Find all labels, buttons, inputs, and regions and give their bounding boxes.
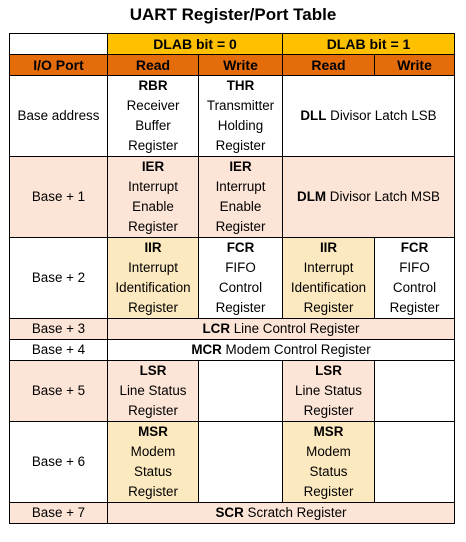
table-row-base5 xyxy=(10,361,455,422)
table-row-base3 xyxy=(10,319,455,340)
header-dlab0: DLAB bit = 0 xyxy=(108,34,283,55)
ier-write-cell: IER Interrupt Enable Register xyxy=(199,157,283,238)
scr-cell: SCR Scratch Register xyxy=(108,503,455,524)
uart-register-table xyxy=(9,33,455,524)
header-write-dlab1: Write xyxy=(375,55,455,76)
header-io-port: I/O Port xyxy=(10,55,108,76)
header-corner xyxy=(10,34,108,55)
mcr-cell: MCR Modem Control Register xyxy=(108,340,455,361)
table-row-base xyxy=(10,76,455,157)
table-row-base7 xyxy=(10,503,455,524)
port-label: Base + 5 xyxy=(10,361,108,422)
lsr-dlab1-cell: LSR Line Status Register xyxy=(283,361,375,422)
table-row-base1 xyxy=(10,157,455,238)
header-read-dlab1: Read xyxy=(283,55,375,76)
ier-read-cell: IER Interrupt Enable Register xyxy=(108,157,199,238)
port-label: Base + 4 xyxy=(10,340,108,361)
fcr-dlab1-cell: FCR FIFO Control Register xyxy=(375,238,455,319)
header-dlab1: DLAB bit = 1 xyxy=(283,34,455,55)
empty-cell xyxy=(375,361,455,422)
port-label: Base + 1 xyxy=(10,157,108,238)
rbr-cell: RBR Receiver Buffer Register xyxy=(108,76,199,157)
header-row-dlab xyxy=(10,34,455,55)
msr-dlab1-cell: MSR Modem Status Register xyxy=(283,422,375,503)
port-label: Base + 7 xyxy=(10,503,108,524)
table-row-base4 xyxy=(10,340,455,361)
table-row-base2 xyxy=(10,238,455,319)
header-read-dlab0: Read xyxy=(108,55,199,76)
msr-dlab0-cell: MSR Modem Status Register xyxy=(108,422,199,503)
table-row-base6 xyxy=(10,422,455,503)
thr-cell: THR Transmitter Holding Register xyxy=(199,76,283,157)
lcr-cell: LCR Line Control Register xyxy=(108,319,455,340)
port-label: Base + 3 xyxy=(10,319,108,340)
empty-cell xyxy=(199,422,283,503)
iir-dlab0-cell: IIR Interrupt Identification Register xyxy=(108,238,199,319)
lsr-dlab0-cell: LSR Line Status Register xyxy=(108,361,199,422)
port-label: Base + 6 xyxy=(10,422,108,503)
dll-cell: DLL Divisor Latch LSB xyxy=(283,76,455,157)
empty-cell xyxy=(199,361,283,422)
iir-dlab1-cell: IIR Interrupt Identification Register xyxy=(283,238,375,319)
dlm-cell: DLM Divisor Latch MSB xyxy=(283,157,455,238)
table-title: UART Register/Port Table xyxy=(129,5,337,24)
empty-cell xyxy=(375,422,455,503)
port-label: Base + 2 xyxy=(10,238,108,319)
header-write-dlab0: Write xyxy=(199,55,283,76)
fcr-dlab0-cell: FCR FIFO Control Register xyxy=(199,238,283,319)
port-label: Base address xyxy=(10,76,108,157)
header-row-rw xyxy=(10,55,455,76)
